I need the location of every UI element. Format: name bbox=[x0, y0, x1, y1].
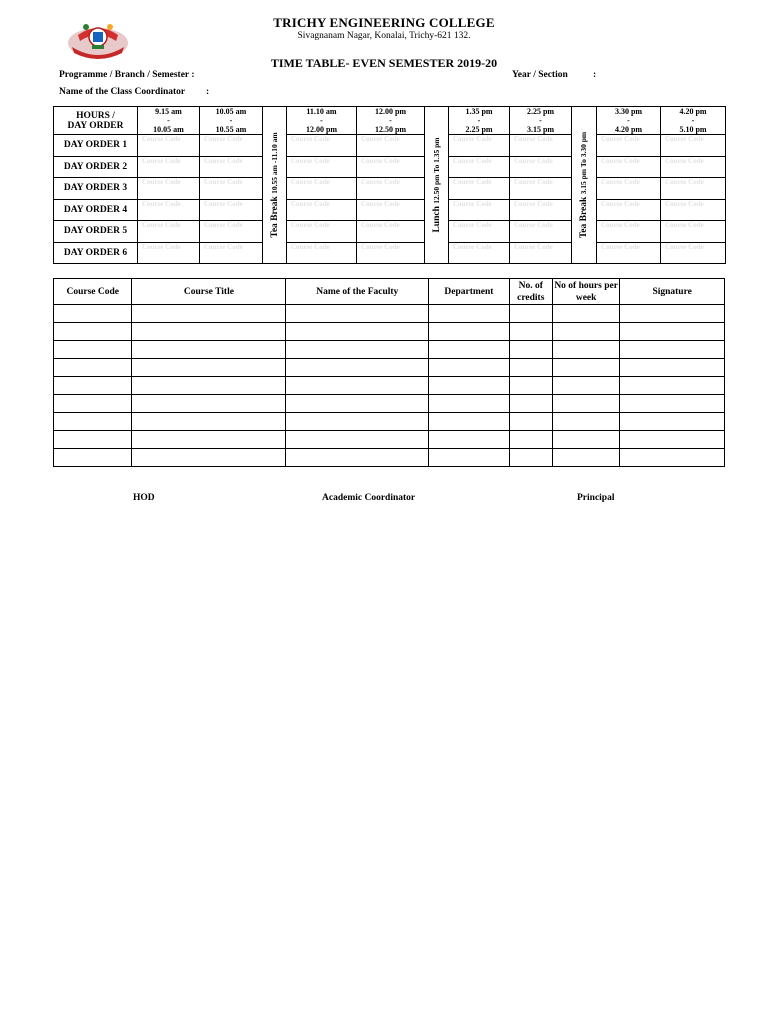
course-table-cell[interactable] bbox=[132, 305, 286, 323]
break-time: 12.50 pm To 1.35 pm bbox=[431, 137, 441, 204]
course-table-cell[interactable] bbox=[620, 413, 725, 431]
timetable-cell[interactable]: Course Code bbox=[200, 135, 263, 157]
slot-header-6 bbox=[510, 107, 572, 135]
slot-header-7 bbox=[597, 107, 661, 135]
course-table-cell[interactable] bbox=[552, 395, 619, 413]
course-table-cell[interactable] bbox=[620, 323, 725, 341]
day-order-row bbox=[54, 156, 726, 178]
slot-dash: - bbox=[167, 116, 170, 125]
timetable-grid bbox=[53, 106, 726, 264]
course-code-header: Course Code bbox=[54, 279, 132, 305]
course-table-cell[interactable] bbox=[54, 341, 132, 359]
timetable-cell[interactable]: Course Code bbox=[138, 135, 200, 157]
slot-header-2 bbox=[200, 107, 263, 135]
course-table-cell[interactable] bbox=[132, 449, 286, 467]
slot-end: 12.50 pm bbox=[374, 125, 407, 134]
timetable-cell[interactable]: Course Code bbox=[287, 178, 357, 200]
course-table-cell[interactable] bbox=[552, 323, 619, 341]
course-table-row bbox=[54, 449, 725, 467]
day-order-row bbox=[54, 135, 726, 157]
timetable-cell[interactable]: Course Code bbox=[510, 242, 572, 264]
course-table-cell[interactable] bbox=[429, 431, 509, 449]
slot-dash: - bbox=[477, 116, 481, 125]
course-table-cell[interactable] bbox=[552, 305, 619, 323]
timetable-cell[interactable]: Course Code bbox=[357, 178, 425, 200]
principal-signature-label: Principal bbox=[577, 493, 615, 503]
course-table-cell[interactable] bbox=[54, 431, 132, 449]
timetable-cell[interactable]: Course Code bbox=[597, 221, 661, 243]
course-table-header-row bbox=[54, 279, 725, 305]
year-section-label: Year / Section bbox=[512, 70, 568, 80]
timetable-cell[interactable]: Course Code bbox=[287, 156, 357, 178]
slot-end: 10.05 am bbox=[153, 125, 184, 134]
hours-day-order-header bbox=[54, 107, 138, 135]
course-table-cell[interactable] bbox=[286, 395, 429, 413]
break-label bbox=[432, 137, 442, 232]
course-table-cell[interactable] bbox=[429, 377, 509, 395]
slot-end: 5.10 pm bbox=[679, 125, 707, 134]
course-table-cell[interactable] bbox=[286, 377, 429, 395]
timetable-cell[interactable]: Course Code bbox=[510, 199, 572, 221]
slot-header-4 bbox=[357, 107, 425, 135]
timetable-cell[interactable]: Course Code bbox=[287, 199, 357, 221]
course-table-cell[interactable] bbox=[429, 449, 509, 467]
course-table-row bbox=[54, 359, 725, 377]
course-table-cell[interactable] bbox=[552, 449, 619, 467]
course-table-cell[interactable] bbox=[509, 359, 552, 377]
timetable-title: TIME TABLE- EVEN SEMESTER 2019-20 bbox=[270, 56, 498, 70]
timetable-cell[interactable]: Course Code bbox=[287, 221, 357, 243]
timetable-cell[interactable]: Course Code bbox=[449, 199, 510, 221]
course-table-cell[interactable] bbox=[132, 341, 286, 359]
break-time: 10.55 am -11.10 am bbox=[269, 132, 279, 194]
course-table-cell[interactable] bbox=[620, 395, 725, 413]
timetable-cell[interactable]: Course Code bbox=[200, 178, 263, 200]
slot-dash: - bbox=[320, 116, 323, 125]
course-table-cell[interactable] bbox=[286, 359, 429, 377]
course-table-cell[interactable] bbox=[54, 413, 132, 431]
timetable-cell[interactable]: Course Code bbox=[597, 199, 661, 221]
course-table-cell[interactable] bbox=[620, 377, 725, 395]
timetable-cell[interactable]: Course Code bbox=[597, 242, 661, 264]
course-table-row bbox=[54, 377, 725, 395]
slot-dash: - bbox=[691, 116, 695, 125]
timetable-cell[interactable]: Course Code bbox=[510, 221, 572, 243]
timetable-cell[interactable]: Course Code bbox=[200, 156, 263, 178]
course-table-cell[interactable] bbox=[620, 305, 725, 323]
course-table-cell[interactable] bbox=[132, 413, 286, 431]
course-table-row bbox=[54, 395, 725, 413]
day-order-row bbox=[54, 199, 726, 221]
slot-start: 10.05 am bbox=[215, 107, 247, 116]
slot-header-3 bbox=[287, 107, 357, 135]
timetable-cell[interactable]: Course Code bbox=[449, 156, 510, 178]
course-table-cell[interactable] bbox=[429, 305, 509, 323]
timetable-cell[interactable]: Course Code bbox=[357, 199, 425, 221]
timetable-cell[interactable]: Course Code bbox=[661, 156, 726, 178]
timetable-cell[interactable]: Course Code bbox=[510, 178, 572, 200]
slot-end: 4.20 pm bbox=[614, 125, 643, 134]
day-order-label: DAY ORDER 5 bbox=[54, 221, 138, 243]
slot-header-5 bbox=[449, 107, 510, 135]
day-order-label: DAY ORDER 3 bbox=[54, 178, 138, 200]
slot-dash: - bbox=[229, 116, 233, 125]
break-column-3 bbox=[572, 107, 597, 264]
course-table-cell[interactable] bbox=[552, 377, 619, 395]
timetable-cell[interactable]: Course Code bbox=[597, 156, 661, 178]
course-table-cell[interactable] bbox=[132, 395, 286, 413]
course-table-cell[interactable] bbox=[429, 341, 509, 359]
course-table-cell[interactable] bbox=[132, 323, 286, 341]
slot-start: 9.15 am bbox=[155, 107, 182, 116]
course-table-cell[interactable] bbox=[54, 377, 132, 395]
course-table-cell[interactable] bbox=[509, 413, 552, 431]
course-table-cell[interactable] bbox=[509, 431, 552, 449]
timetable-cell[interactable]: Course Code bbox=[661, 221, 726, 243]
timetable-cell[interactable]: Course Code bbox=[661, 178, 726, 200]
course-table-cell[interactable] bbox=[552, 341, 619, 359]
faculty-name-header: Name of the Faculty bbox=[286, 279, 429, 305]
slot-end: 12.00 pm bbox=[305, 125, 338, 134]
programme-field-label: Programme / Branch / Semester : bbox=[59, 70, 195, 80]
course-table-cell[interactable] bbox=[620, 431, 725, 449]
year-section-colon: : bbox=[593, 70, 597, 80]
department-header: Department bbox=[429, 279, 509, 305]
college-name: TRICHY ENGINEERING COLLEGE bbox=[273, 15, 495, 30]
timetable-cell[interactable]: Course Code bbox=[661, 242, 726, 264]
timetable-cell[interactable]: Course Code bbox=[138, 242, 200, 264]
course-table-row bbox=[54, 323, 725, 341]
class-coordinator-label: Name of the Class Coordinator bbox=[59, 87, 186, 97]
timetable-cell[interactable]: Course Code bbox=[661, 135, 726, 157]
corner-label-line1: HOURS / bbox=[76, 110, 115, 121]
course-table-cell[interactable] bbox=[286, 341, 429, 359]
slot-start: 4.20 pm bbox=[679, 107, 707, 116]
course-table-cell[interactable] bbox=[552, 359, 619, 377]
timetable-cell[interactable]: Course Code bbox=[449, 242, 510, 264]
slot-start: 2.25 pm bbox=[526, 107, 555, 116]
timetable-cell[interactable]: Course Code bbox=[138, 221, 200, 243]
slot-end: 2.25 pm bbox=[465, 125, 493, 134]
timetable-cell[interactable]: Course Code bbox=[597, 178, 661, 200]
course-table-cell[interactable] bbox=[509, 305, 552, 323]
course-table-cell[interactable] bbox=[429, 395, 509, 413]
slot-dash: - bbox=[389, 116, 392, 125]
day-order-row bbox=[54, 242, 726, 264]
timetable-cell[interactable]: Course Code bbox=[357, 221, 425, 243]
course-table-cell[interactable] bbox=[54, 359, 132, 377]
course-table-row bbox=[54, 431, 725, 449]
course-table-cell[interactable] bbox=[54, 323, 132, 341]
course-table-cell[interactable] bbox=[54, 449, 132, 467]
academic-coordinator-signature-label: Academic Coordinator bbox=[322, 493, 416, 503]
course-table-cell[interactable] bbox=[552, 431, 619, 449]
break-label bbox=[270, 132, 280, 237]
course-table-cell[interactable] bbox=[286, 431, 429, 449]
course-table-cell[interactable] bbox=[620, 341, 725, 359]
timetable-cell[interactable]: Course Code bbox=[510, 156, 572, 178]
course-table-cell[interactable] bbox=[509, 377, 552, 395]
course-table-cell[interactable] bbox=[620, 449, 725, 467]
slot-dash: - bbox=[627, 116, 630, 125]
timetable-cell[interactable]: Course Code bbox=[200, 221, 263, 243]
course-table-cell[interactable] bbox=[286, 413, 429, 431]
course-table-row bbox=[54, 413, 725, 431]
break-name: Tea Break bbox=[269, 196, 280, 238]
corner-label-line2: DAY ORDER bbox=[67, 120, 124, 131]
slot-dash: - bbox=[539, 116, 542, 125]
break-column-2 bbox=[425, 107, 449, 264]
timetable-cell[interactable]: Course Code bbox=[357, 242, 425, 264]
slot-start: 1.35 pm bbox=[465, 107, 493, 116]
course-table-cell[interactable] bbox=[54, 395, 132, 413]
timetable-cell[interactable]: Course Code bbox=[287, 135, 357, 157]
timetable-cell[interactable]: Course Code bbox=[138, 178, 200, 200]
course-table-cell[interactable] bbox=[132, 359, 286, 377]
break-label bbox=[579, 132, 589, 238]
day-order-label: DAY ORDER 2 bbox=[54, 156, 138, 178]
course-table-cell[interactable] bbox=[132, 377, 286, 395]
course-table-cell[interactable] bbox=[429, 413, 509, 431]
break-name: Tea Break bbox=[579, 196, 589, 239]
course-table bbox=[53, 278, 725, 467]
break-name: Lunch bbox=[431, 206, 442, 233]
timetable-cell[interactable]: Course Code bbox=[449, 135, 510, 157]
course-title-header: Course Title bbox=[132, 279, 286, 305]
timetable-cell[interactable]: Course Code bbox=[200, 199, 263, 221]
timetable-cell[interactable]: Course Code bbox=[661, 199, 726, 221]
break-time: 3.15 pm To 3.30 pm bbox=[579, 131, 588, 195]
timetable-cell[interactable]: Course Code bbox=[597, 135, 661, 157]
course-table-cell[interactable] bbox=[54, 305, 132, 323]
timetable-cell[interactable]: Course Code bbox=[287, 242, 357, 264]
college-address: Sivagnanam Nagar, Konalai, Trichy-621 132. bbox=[297, 31, 471, 41]
timetable-cell[interactable]: Course Code bbox=[138, 199, 200, 221]
course-table-cell[interactable] bbox=[132, 431, 286, 449]
slot-header-1 bbox=[138, 107, 200, 135]
day-order-row bbox=[54, 178, 726, 200]
course-table-cell[interactable] bbox=[620, 359, 725, 377]
course-table-cell[interactable] bbox=[286, 305, 429, 323]
timetable-cell[interactable]: Course Code bbox=[449, 178, 510, 200]
day-order-label: DAY ORDER 4 bbox=[54, 199, 138, 221]
slot-end: 10.55 am bbox=[215, 125, 247, 134]
course-table-cell[interactable] bbox=[509, 323, 552, 341]
course-table-cell[interactable] bbox=[509, 449, 552, 467]
credits-header: No. of credits bbox=[509, 279, 552, 305]
timetable-cell[interactable]: Course Code bbox=[200, 242, 263, 264]
day-order-label: DAY ORDER 1 bbox=[54, 135, 138, 157]
slot-start: 11.10 am bbox=[306, 107, 337, 116]
hours-per-week-header: No of hours per week bbox=[554, 280, 618, 303]
course-table-cell[interactable] bbox=[429, 323, 509, 341]
timetable-cell[interactable]: Course Code bbox=[138, 156, 200, 178]
class-coordinator-colon: : bbox=[206, 87, 210, 97]
course-table-cell[interactable] bbox=[429, 359, 509, 377]
slot-start: 12.00 pm bbox=[374, 107, 407, 116]
hod-signature-label: HOD bbox=[133, 493, 155, 503]
course-table-cell[interactable] bbox=[509, 395, 552, 413]
timetable-cell[interactable]: Course Code bbox=[510, 135, 572, 157]
course-table-cell[interactable] bbox=[509, 341, 552, 359]
break-column-1 bbox=[263, 107, 287, 264]
course-table-row bbox=[54, 305, 725, 323]
course-table-cell[interactable] bbox=[286, 449, 429, 467]
timetable-cell[interactable]: Course Code bbox=[357, 156, 425, 178]
day-order-row bbox=[54, 221, 726, 243]
slot-end: 3.15 pm bbox=[526, 125, 555, 134]
timetable-cell[interactable]: Course Code bbox=[449, 221, 510, 243]
signature-header: Signature bbox=[620, 279, 725, 305]
slot-start: 3.30 pm bbox=[614, 107, 643, 116]
course-table-cell[interactable] bbox=[286, 323, 429, 341]
course-table-cell[interactable] bbox=[552, 413, 619, 431]
day-order-label: DAY ORDER 6 bbox=[54, 242, 138, 264]
course-table-row bbox=[54, 341, 725, 359]
slot-header-8 bbox=[661, 107, 726, 135]
timetable-cell[interactable]: Course Code bbox=[357, 135, 425, 157]
